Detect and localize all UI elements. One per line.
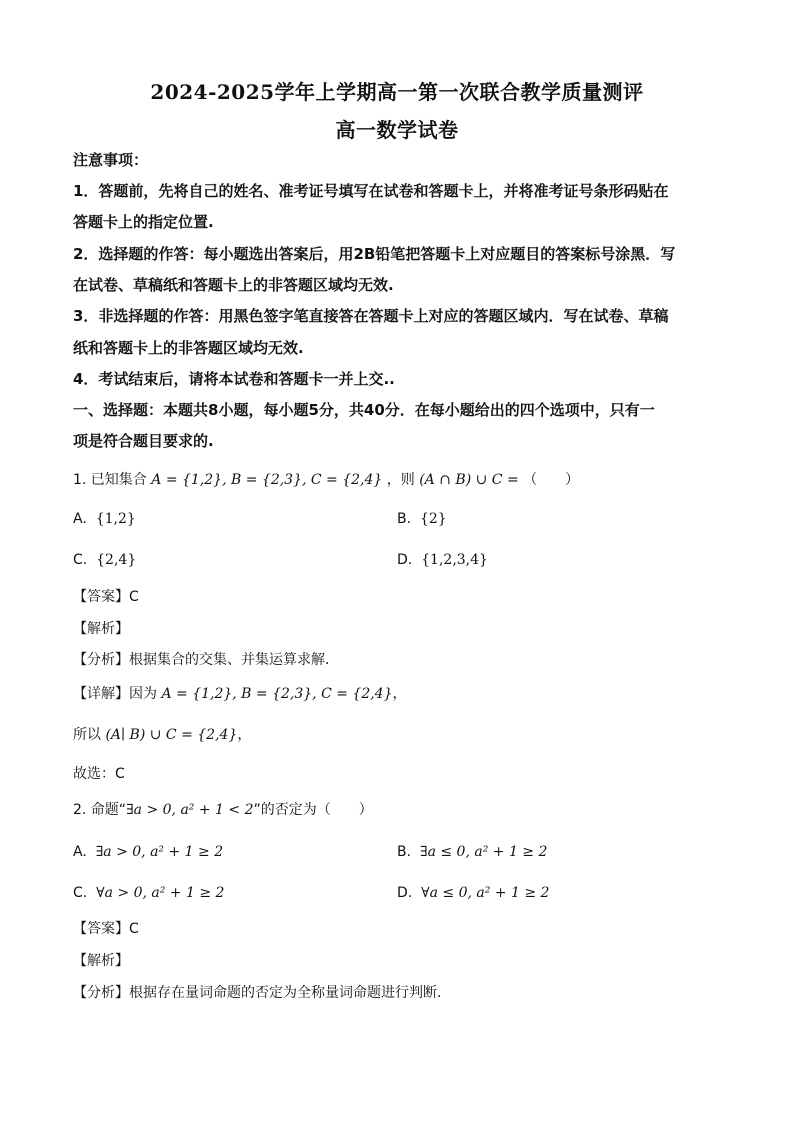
q2-fenxi xyxy=(73,983,723,1003)
section-heading: 一、选择题：本题共8小题，每小题5分，共40分．在每小题给出的四个选项中，只有一 xyxy=(73,401,655,419)
q1-expr: (A ∩ B) ∪ C = xyxy=(419,472,519,488)
option-label: C. xyxy=(73,552,88,568)
q1-option-a xyxy=(73,509,136,529)
xiangjie-suffix: ， xyxy=(392,686,407,702)
section-heading-cont: 项是符合题目要求的. xyxy=(73,432,214,450)
fenxi-tag: 【分析】 xyxy=(73,985,129,1001)
answer-tag: 【答案】 xyxy=(73,589,129,605)
answer-value: C xyxy=(129,921,139,937)
option-value: ∀a ≤ 0, a² + 1 ≥ 2 xyxy=(421,885,550,901)
q2-option-a xyxy=(73,842,223,862)
exam-subtitle: 高一数学试卷 xyxy=(335,118,459,142)
exam-title: 2024-2025学年上学期高一第一次联合教学质量测评 xyxy=(150,80,644,104)
notice-line: 纸和答题卡上的非答题区域均无效. xyxy=(73,339,304,357)
q2-post: ”的否定为（ ） xyxy=(253,802,373,818)
xiangjie-sets: A = {1,2}, B = {2,3}, C = {2,4} xyxy=(161,686,393,702)
option-value: {1,2,3,4} xyxy=(421,552,488,568)
q1-sets: A = {1,2}, B = {2,3}, C = {2,4} xyxy=(151,472,383,488)
option-value: ∀a > 0, a² + 1 ≥ 2 xyxy=(96,885,225,901)
option-value: ∃a ≤ 0, a² + 1 ≥ 2 xyxy=(419,844,548,860)
q2-option-c xyxy=(73,883,224,903)
option-value: {2,4} xyxy=(96,552,137,568)
notice-line: 4．考试结束后，请将本试卷和答题卡一并上交.. xyxy=(73,370,395,388)
suoyi-suffix: ， xyxy=(237,727,252,743)
option-value: {2} xyxy=(419,511,447,527)
notice-line: 1．答题前，先将自己的姓名、准考证号填写在试卷和答题卡上，并将准考证号条形码贴在 xyxy=(73,182,669,200)
q2-answer xyxy=(73,919,723,939)
q1-option-d xyxy=(397,550,488,570)
option-label: A. xyxy=(73,511,87,527)
fenxi-text: 根据集合的交集、并集运算求解. xyxy=(129,652,330,668)
q1-mid: ，则 xyxy=(386,472,415,488)
option-label: C. xyxy=(73,885,88,901)
xiangjie-tag: 【详解】 xyxy=(73,686,129,702)
xiangjie-prefix: 因为 xyxy=(129,686,157,702)
suoyi-expr: (A∣ B) ∪ C = {2,4} xyxy=(105,727,238,743)
option-label: A. xyxy=(73,844,87,860)
option-label: B. xyxy=(397,844,412,860)
q1-guxuan: 故选：C xyxy=(73,766,125,782)
fenxi-tag: 【分析】 xyxy=(73,652,129,668)
q2-pre: 2. 命题“ xyxy=(73,802,127,818)
q1-paren: （ ） xyxy=(523,472,580,488)
question-1 xyxy=(73,470,723,490)
question-2 xyxy=(73,800,723,820)
notice-line: 答题卡上的指定位置. xyxy=(73,213,214,231)
q1-fenxi xyxy=(73,650,723,670)
fenxi-text: 根据存在量词命题的否定为全称量词命题进行判断. xyxy=(129,985,442,1001)
suoyi-prefix: 所以 xyxy=(73,727,101,743)
option-label: D. xyxy=(397,552,413,568)
q2-expr: ∃a > 0, a² + 1 < 2 xyxy=(126,802,254,818)
answer-value: C xyxy=(129,589,139,605)
q1-analysis-tag: 【解析】 xyxy=(73,621,129,637)
q1-option-c xyxy=(73,550,136,570)
q1-prefix: 1. 已知集合 xyxy=(73,472,147,488)
notice-heading: 注意事项： xyxy=(73,151,149,169)
option-label: B. xyxy=(397,511,412,527)
q2-analysis-tag: 【解析】 xyxy=(73,953,129,969)
notice-line: 在试卷、草稿纸和答题卡上的非答题区域均无效. xyxy=(73,276,394,294)
q1-xiangjie xyxy=(73,684,723,704)
option-value: {1,2} xyxy=(95,511,136,527)
option-value: ∃a > 0, a² + 1 ≥ 2 xyxy=(95,844,224,860)
q1-suoyi xyxy=(73,725,723,745)
q2-option-b xyxy=(397,842,547,862)
q1-answer xyxy=(73,587,723,607)
notice-line: 2．选择题的作答：每小题选出答案后，用2B铅笔把答题卡上对应题目的答案标号涂黑．写 xyxy=(73,245,676,263)
q1-option-b xyxy=(397,509,447,529)
q2-option-d xyxy=(397,883,549,903)
option-label: D. xyxy=(397,885,413,901)
answer-tag: 【答案】 xyxy=(73,921,129,937)
notice-line: 3．非选择题的作答：用黑色签字笔直接答在答题卡上对应的答题区域内．写在试卷、草稿 xyxy=(73,307,669,325)
